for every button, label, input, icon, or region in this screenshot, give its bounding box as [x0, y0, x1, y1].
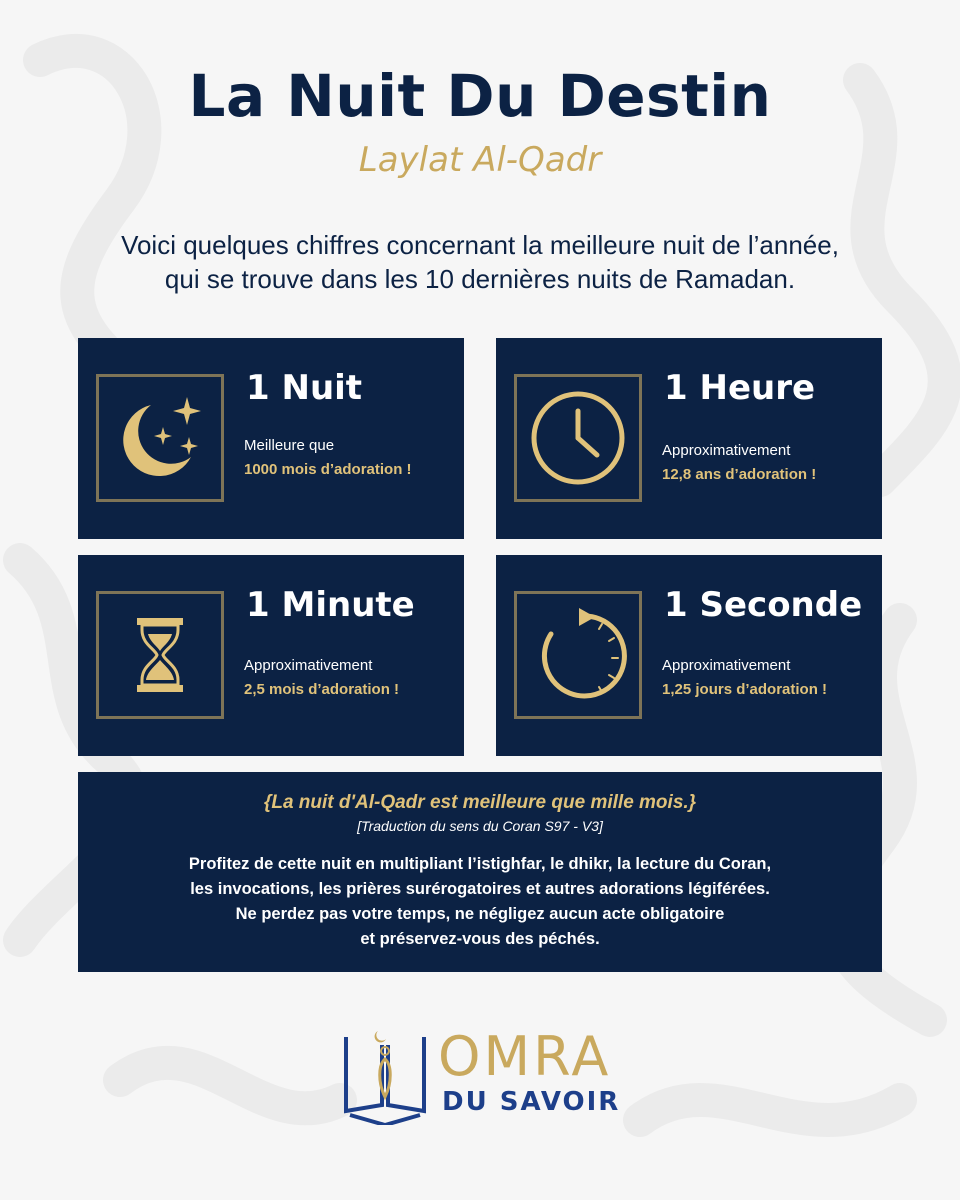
- card-highlight: 1,25 jours d’adoration !: [662, 681, 828, 698]
- hourglass-icon: [99, 594, 221, 716]
- card-highlight: 1000 mois d’adoration !: [244, 461, 412, 478]
- moon-stars-icon: [99, 377, 221, 499]
- card-caption: Meilleure que: [244, 437, 335, 454]
- open-book-icon: [340, 1025, 430, 1125]
- intro-line: Voici quelques chiffres concernant la meilleure nuit de l’année,: [121, 230, 839, 260]
- stat-card-night: [78, 338, 464, 539]
- page-subtitle: Laylat Al-Qadr: [358, 140, 602, 180]
- stat-card-minute: [78, 555, 464, 756]
- verse-reference: [Traduction du sens du Coran S97 - V3]: [357, 818, 603, 834]
- advice-line: Ne perdez pas votre temps, ne négligez aucun acte obligatoire: [235, 905, 725, 923]
- card-caption: Approximativement: [662, 442, 791, 459]
- logo-secondary-text: DU SAVOIR: [442, 1087, 621, 1117]
- icon-frame: [96, 374, 224, 502]
- card-highlight: 2,5 mois d’adoration !: [244, 681, 400, 698]
- logo-primary-text: OMRA: [438, 1025, 612, 1088]
- clock-icon: [517, 377, 639, 499]
- advice-line: les invocations, les prières surérogatoires et autres adorations légiférées.: [190, 880, 770, 898]
- advice-line: Profitez de cette nuit en multipliant l’istighfar, le dhikr, la lecture du Coran,: [188, 855, 772, 873]
- advice-line: et préservez-vous des péchés.: [360, 930, 600, 948]
- icon-frame: [96, 591, 224, 719]
- brand-logo: [340, 1025, 630, 1125]
- quote-panel: [78, 772, 882, 972]
- card-caption: Approximativement: [662, 657, 791, 674]
- card-highlight: 12,8 ans d’adoration !: [662, 466, 817, 483]
- intro-text: [40, 228, 920, 296]
- card-title: 1 Minute: [246, 585, 415, 625]
- page-title: La Nuit Du Destin: [188, 62, 772, 130]
- card-title: 1 Seconde: [664, 585, 863, 625]
- card-caption: Approximativement: [244, 657, 373, 674]
- intro-line: qui se trouve dans les 10 dernières nuits de Ramadan.: [164, 264, 796, 294]
- stopwatch-icon: [517, 594, 639, 716]
- icon-frame: [514, 374, 642, 502]
- stat-card-hour: [496, 338, 882, 539]
- advice-text: [98, 852, 862, 952]
- card-title: 1 Nuit: [246, 368, 363, 408]
- icon-frame: [514, 591, 642, 719]
- quran-verse: {La nuit d'Al-Qadr est meilleure que mille mois.}: [263, 792, 697, 813]
- stat-card-second: [496, 555, 882, 756]
- card-title: 1 Heure: [664, 368, 816, 408]
